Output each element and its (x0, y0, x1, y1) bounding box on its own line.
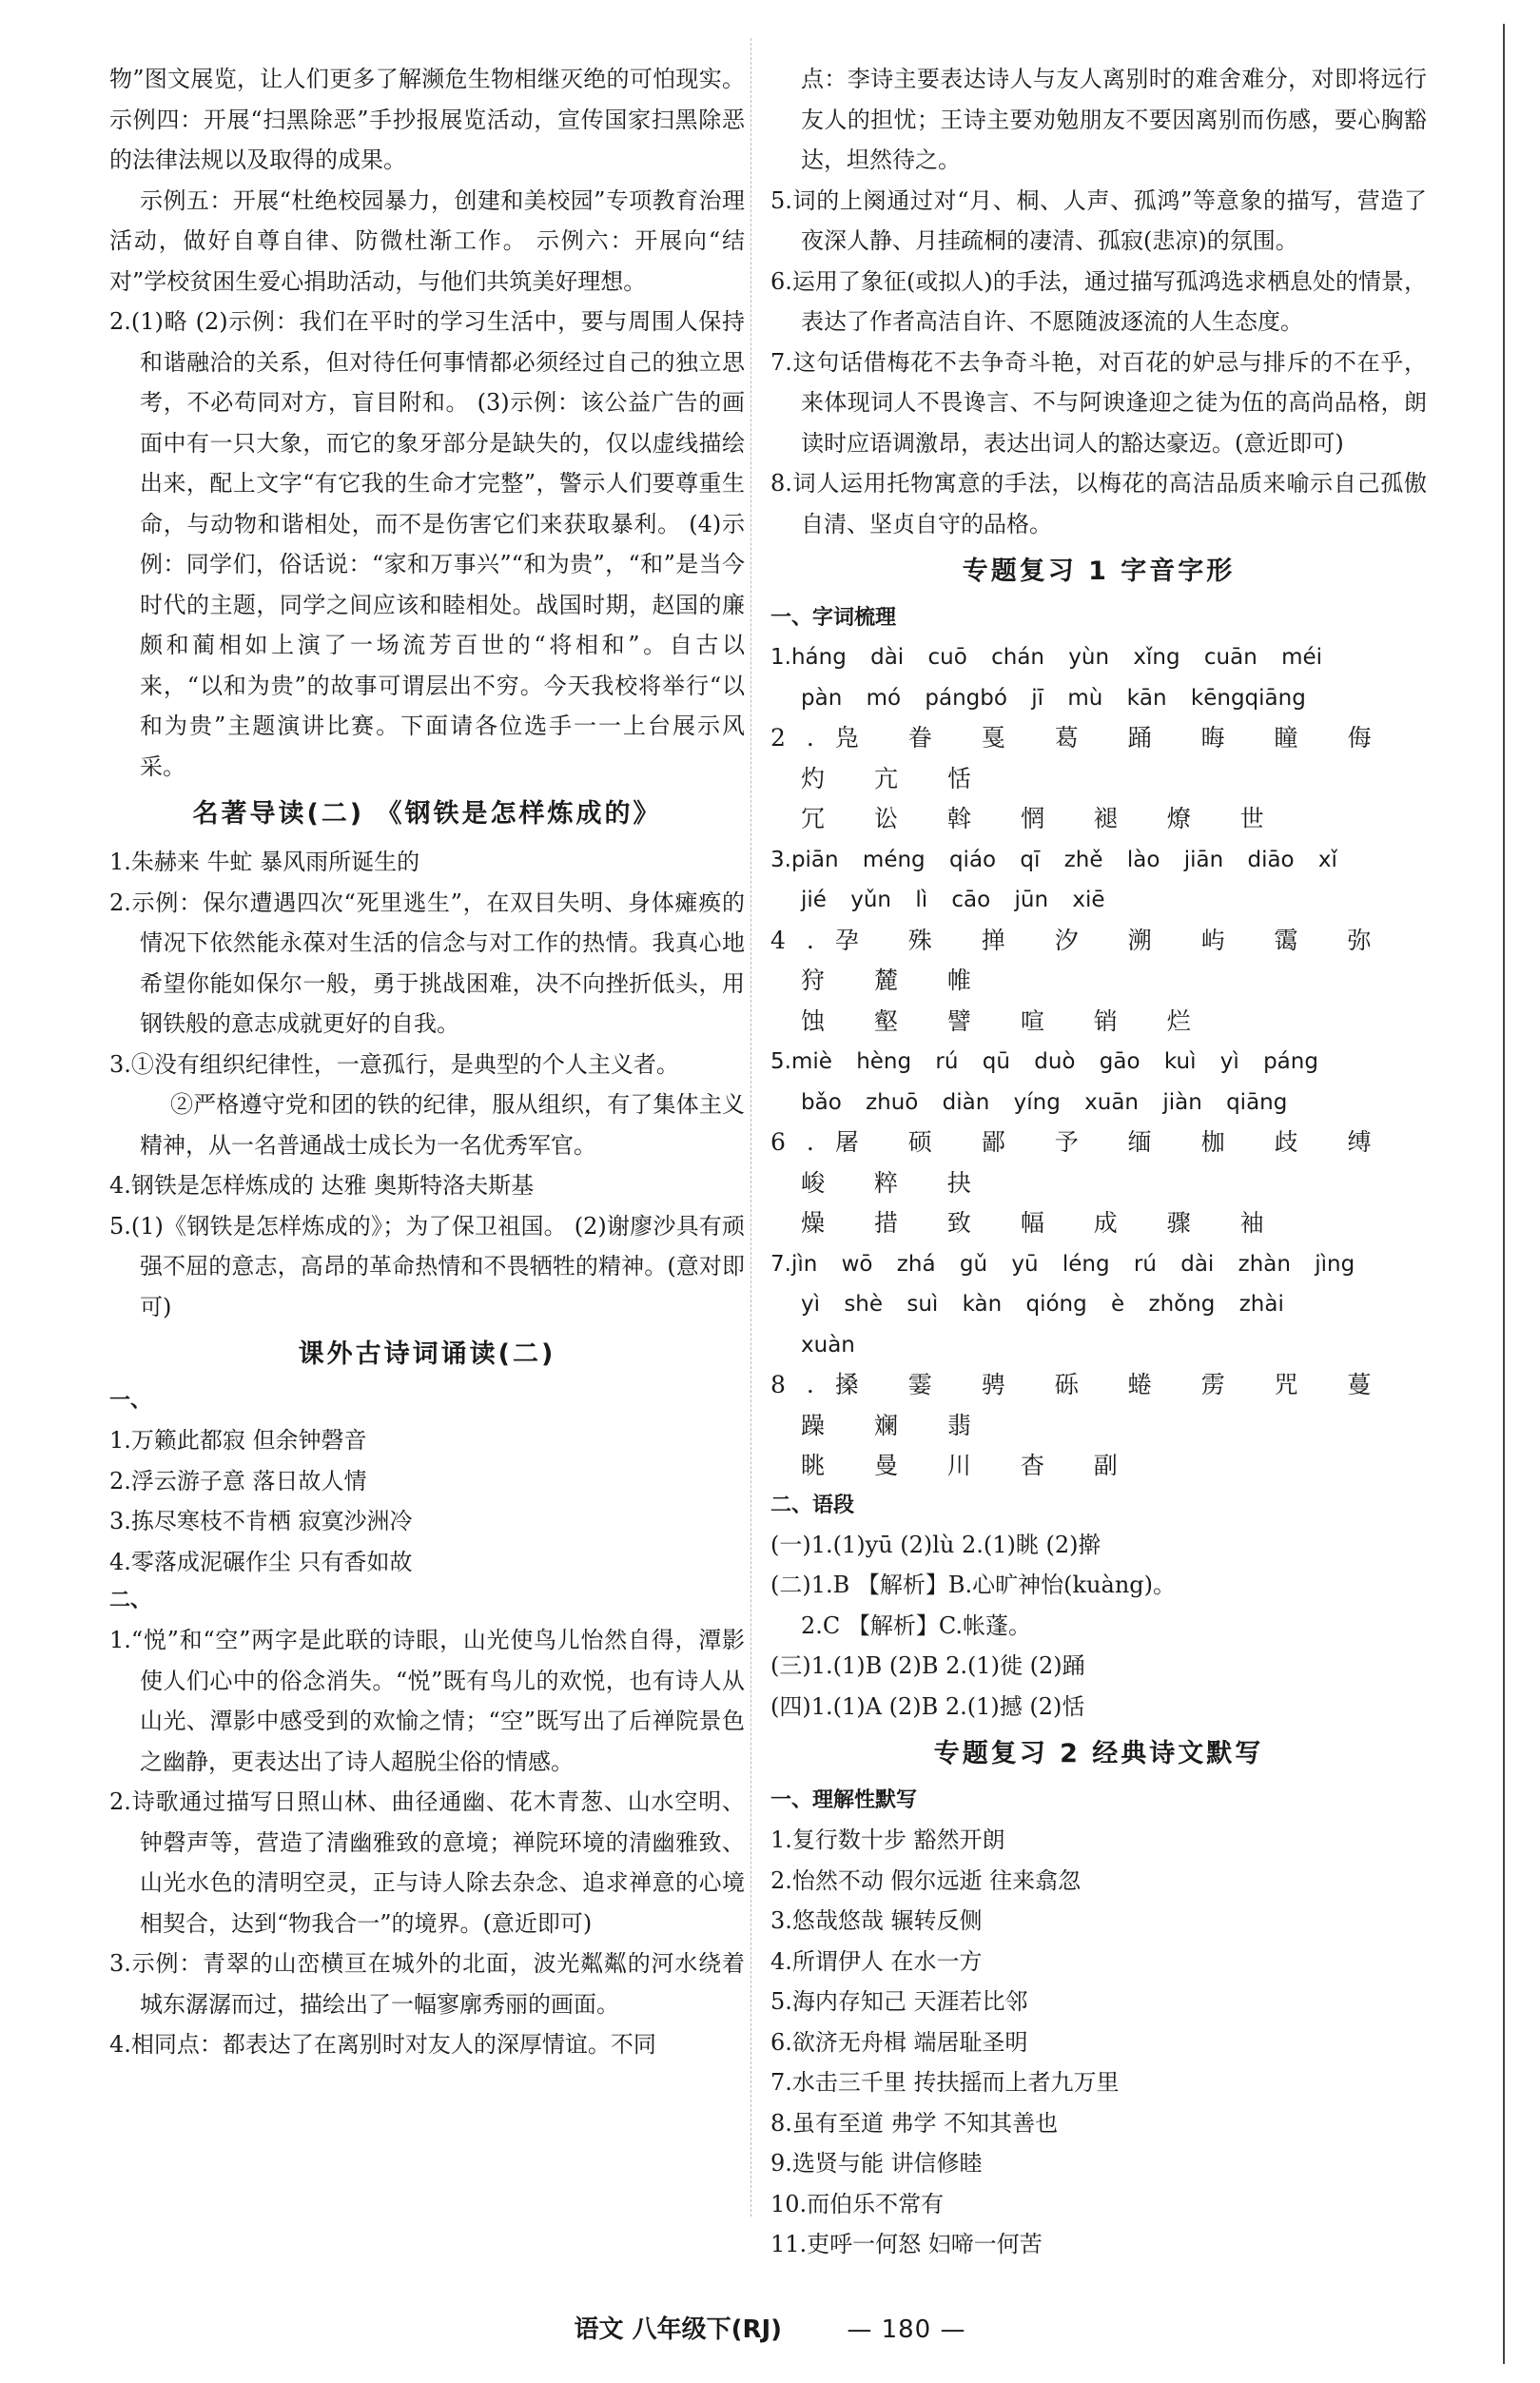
answer-item: 4.相同点：都表达了在离别时对友人的深厚情谊。不同 (109, 2031, 656, 2058)
paragraph: 物”图文展览，让人们更多了解濒危生物相继灭绝的可怕现实。 示例四：开展“扫黑除恶”手抄报展览活动，宣传国家扫黑除恶的法律法规以及取得的成果。 (109, 66, 745, 173)
answer-item: 4.零落成泥碾作尘 只有香如故 (109, 1548, 413, 1575)
character-line: 蚀 壑 譬 喧 销 烂 (801, 1006, 1212, 1035)
answer-item: 7.水击三千里 抟扶摇而上者九万里 (770, 2069, 1120, 2096)
character-line: 2.凫 眷 戛 葛 踊 晦 瞳 侮 灼 亢 恬 (770, 724, 1393, 792)
character-line: 冗 讼 斡 惘 褪 燎 世 (801, 805, 1285, 832)
pinyin-line: bǎo zhuō diàn yíng xuān jiàn qiāng (801, 1089, 1288, 1115)
section-heading: 名著导读(二) 《钢铁是怎样炼成的》 (192, 799, 662, 829)
subsection-label: 一、 (109, 1389, 152, 1413)
pinyin-line: 3.piān méng qiáo qī zhě lào jiān diāo xǐ (770, 847, 1337, 872)
answer-item: 3.①没有组织纪律性，一意孤行，是典型的个人主义者。 (109, 1050, 679, 1078)
character-line: 6.屠 硕 鄙 予 缅 枷 歧 缚 峻 粹 抉 (770, 1128, 1393, 1197)
pinyin-line: 7.jìn wō zhá gǔ yū léng rú dài zhàn jìng (770, 1251, 1355, 1277)
page-number: — 180 — (847, 2315, 966, 2344)
subsection-label: 二、语段 (770, 1493, 855, 1517)
section-heading: 专题复习 2 经典诗文默写 (933, 1739, 1264, 1768)
pinyin-line: 5.miè hèng rú qū duò gāo kuì yì páng (770, 1049, 1318, 1074)
answer-item: 5.海内存知己 天涯若比邻 (770, 1988, 1028, 2015)
right-column (770, 59, 1427, 2265)
answer-item: (二)1.B 【解析】B.心旷神怡(kuàng)。 (770, 1572, 1177, 1598)
answer-item: 2.(1)略 (2)示例：我们在平时的学习生活中，要与周围人保持和谐融洽的关系，但对待任何事情都必须经过自己的独立思考，不必苟同对方，盲目附和。 (3)示例：该公益广告的画面中有一只大象，而它的象牙部分是缺失的，仅以虚线描绘出来，配上文字“有它我的生命才完整”，警示人们要尊重生命，与动物和谐相处，而不是伤害它们来获取暴利。 (4)示例：同学们，俗话说：“家和万事兴”“和为贵”，“和”是当今时代的主题，同学之间应该和睦相处。战国时期，赵国的廉颇和蔺相如上演了一场流芳百世的“将相和”。自古以来，“以和为贵”的故事可谓层出不穷。今天我校将举行“以和为贵”主题演讲比赛。下面请各位选手一一上台展示风采。 (109, 308, 745, 780)
character-line: 燥 措 致 幅 成 骤 袖 (801, 1209, 1285, 1237)
answer-item: 1.朱赫来 牛虻 暴风雨所诞生的 (109, 849, 420, 875)
character-line: 眺 曼 川 杳 副 (801, 1452, 1139, 1479)
answer-item: 6.运用了象征(或拟人)的手法，通过描写孤鸿选求栖息处的情景，表达了作者高洁自许、不愿随波逐流的人生态度。 (770, 267, 1427, 335)
answer-continuation: 点：李诗主要表达诗人与友人离别时的难舍难分，对即将远行友人的担忧；王诗主要劝勉朋友不要因离别而伤感，要心胸豁达，坦然待之。 (801, 66, 1427, 173)
pinyin-line: yì shè suì kàn qióng è zhǒng zhài (801, 1292, 1284, 1317)
pinyin-line: pàn mó pángbó jī mù kān kēngqiāng (801, 685, 1306, 711)
section-heading: 课外古诗词诵读(二) (298, 1339, 556, 1369)
answer-item: 1.“悦”和“空”两字是此联的诗眼，山光使鸟儿怡然自得，潭影使人们心中的俗念消失。“悦”既有鸟儿的欢悦，也有诗人从山光、潭影中感受到的欢愉之情；“空”既写出了后禅院景色之幽静，更表达出了诗人超脱尘俗的情感。 (109, 1627, 745, 1775)
subsection-label: 一、理解性默写 (770, 1788, 918, 1812)
page-footer (0, 2310, 1540, 2345)
paragraph: 示例五：开展“杜绝校园暴力，创建和美校园”专项教育治理活动，做好自尊自律、防微杜渐工作。 示例六：开展向“结对”学校贫困生爱心捐助活动，与他们共筑美好理想。 (109, 186, 745, 295)
answer-item: 9.选贤与能 讲信修睦 (770, 2150, 983, 2177)
answer-item: 3.示例：青翠的山峦横亘在城外的北面，波光粼粼的河水绕着城东潺潺而过，描绘出了一幅寥廓秀丽的画面。 (109, 1950, 745, 2018)
answer-item: 8.虽有至道 弗学 不知其善也 (770, 2109, 1059, 2137)
left-column (109, 59, 745, 2065)
pinyin-line: jié yǔn lì cāo jūn xiē (801, 888, 1105, 912)
page-edge-line (1503, 24, 1505, 2364)
answer-item: 4.所谓伊人 在水一方 (770, 1947, 983, 1975)
answer-item: (三)1.(1)B (2)B 2.(1)徙 (2)踊 (770, 1652, 1085, 1679)
answer-item: 5.词的上阕通过对“月、桐、人声、孤鸿”等意象的描写，营造了夜深人静、月挂疏桐的凄清、孤寂(悲凉)的氛围。 (770, 186, 1427, 254)
answer-item: 1.万籁此都寂 但余钟磬音 (109, 1427, 367, 1454)
answer-item: 2.怡然不动 假尔远逝 往来翕忽 (770, 1866, 1082, 1894)
character-line: 8.搡 霎 骋 砾 蜷 雳 咒 蔓 躁 斓 翡 (770, 1371, 1393, 1439)
answer-item: 5.(1)《钢铁是怎样炼成的》；为了保卫祖国。 (2)谢廖沙具有顽强不屈的意志，高昂的革命热情和不畏牺牲的精神。(意对即可) (109, 1212, 745, 1320)
pinyin-line: xuàn (801, 1332, 855, 1358)
footer-subject: 语文 八年级下(RJ) (574, 2315, 783, 2344)
answer-item: 3.悠哉悠哉 辗转反侧 (770, 1907, 983, 1934)
answer-item: 2.浮云游子意 落日故人情 (109, 1467, 367, 1494)
answer-item: 4.钢铁是怎样炼成的 达雅 奥斯特洛夫斯基 (109, 1172, 535, 1199)
answer-item: (一)1.(1)yū (2)lù 2.(1)眺 (2)擀 (770, 1531, 1101, 1558)
subsection-label: 一、字词梳理 (770, 606, 897, 630)
subsection-label: 二、 (109, 1589, 152, 1612)
answer-item: 2.示例：保尔遭遇四次“死里逃生”，在双目失明、身体瘫痪的情况下依然能永葆对生活的信念与对工作的热情。我真心地希望你能如保尔一般，勇于挑战困难，决不向挫折低头，用钢铁般的意志成就更好的自我。 (109, 889, 745, 1037)
answer-item: ②严格遵守党和团的铁的纪律，服从组织，有了集体主义精神，从一名普通战士成长为一名优秀军官。 (140, 1091, 745, 1159)
character-line: 4.孕 殊 掸 汐 溯 屿 霭 弥 狩 麓 帷 (770, 926, 1393, 994)
answer-item: 3.拣尽寒枝不肯栖 寂寞沙洲冷 (109, 1508, 413, 1534)
answer-item: 11.吏呼一何怒 妇啼一何苦 (770, 2231, 1043, 2257)
answer-item: 1.复行数十步 豁然开朗 (770, 1826, 1005, 1853)
answer-item: (四)1.(1)A (2)B 2.(1)撼 (2)恬 (770, 1692, 1085, 1720)
answer-item: 2.C 【解析】C.帐蓬。 (801, 1611, 1032, 1639)
pinyin-line: 1.háng dài cuō chán yùn xǐng cuān méi (770, 645, 1323, 670)
answer-item: 6.欲济无舟楫 端居耻圣明 (770, 2028, 1028, 2056)
section-heading: 专题复习 1 字音字形 (962, 557, 1236, 586)
answer-item: 10.而伯乐不常有 (770, 2190, 945, 2217)
answer-item: 7.这句话借梅花不去争奇斗艳，对百花的妒忌与排斥的不在乎，来体现词人不畏谗言、不与阿谀逢迎之徒为伍的高尚品格，朗读时应语调激昂，表达出词人的豁达豪迈。(意近即可) (770, 348, 1427, 457)
answer-item: 8.词人运用托物寓意的手法，以梅花的高洁品质来喻示自己孤傲自清、坚贞自守的品格。 (770, 470, 1427, 537)
answer-item: 2.诗歌通过描写日照山林、曲径通幽、花木青葱、山水空明、钟磬声等，营造了清幽雅致的意境；禅院环境的清幽雅致、山光水色的清明空灵，正与诗人除去杂念、追求禅意的心境相契合，达到“物我合一”的境界。(意近即可) (109, 1788, 745, 1937)
